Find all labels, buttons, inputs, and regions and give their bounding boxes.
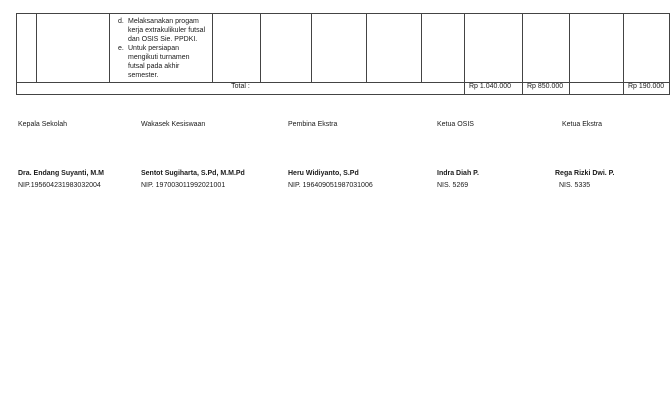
budget-table <box>16 13 670 95</box>
table-row <box>17 14 670 83</box>
total-amount-1: Rp 1.040.000 <box>465 83 523 95</box>
id-pembina: NIP. 196409051987031006 <box>288 182 373 189</box>
total-row <box>17 83 670 95</box>
name-ketua-osis: Indra Diah P. <box>437 170 479 177</box>
total-label: Total : <box>17 83 465 95</box>
name-ketua-ekstra: Rega Rizki Dwi. P. <box>555 170 615 177</box>
list-item: d. Melaksanakan progam kerja extrakulikuler futsal dan OSIS Sie. PPDKI. <box>118 18 206 43</box>
role-ketua-osis: Ketua OSIS <box>437 121 474 128</box>
total-amount-2: Rp 850.000 <box>523 83 570 95</box>
id-ketua-ekstra: NIS. 5335 <box>559 182 591 189</box>
list-item: e. Untuk persiapan mengikuti turnamen futsal pada akhir semester. <box>118 45 190 79</box>
name-pembina: Heru Widiyanto, S.Pd <box>288 170 359 177</box>
role-kepala-sekolah: Kepala Sekolah <box>18 121 68 128</box>
total-amount-3 <box>570 83 624 95</box>
total-amount-4: Rp 190.000 <box>624 83 670 95</box>
id-wakasek: NIP. 197003011992021001 <box>141 182 226 189</box>
role-ketua-ekstra: Ketua Ekstra <box>562 121 603 128</box>
id-kepala-sekolah: NIP.195604231983032004 <box>18 182 101 189</box>
id-ketua-osis: NIS. 5269 <box>437 182 469 189</box>
activity-cell <box>110 14 213 83</box>
activity-list <box>110 14 212 82</box>
name-kepala-sekolah: Dra. Endang Suyanti, M.M <box>18 170 104 177</box>
name-wakasek: Sentot Sugiharta, S.Pd, M.M.Pd <box>141 170 245 177</box>
role-wakasek: Wakasek Kesiswaan <box>141 121 206 128</box>
role-pembina: Pembina Ekstra <box>288 121 338 128</box>
